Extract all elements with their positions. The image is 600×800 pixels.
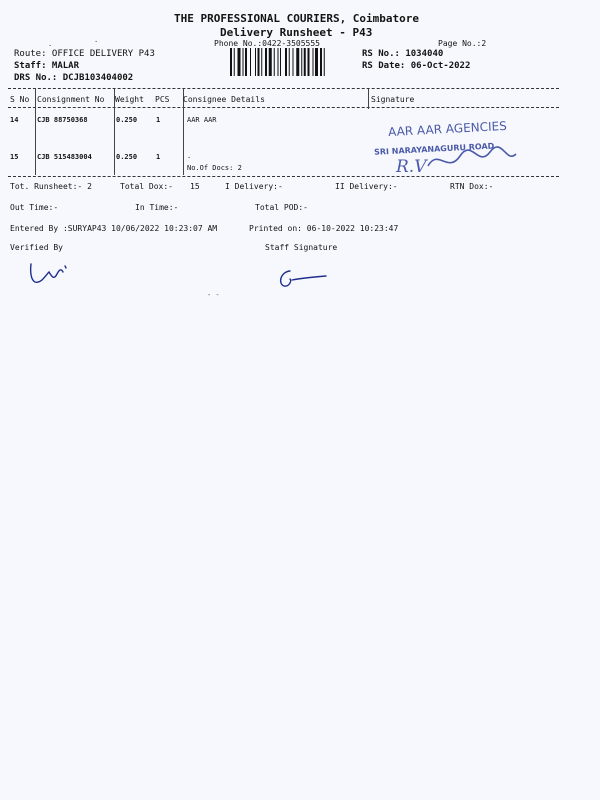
column-divider [35,89,36,175]
rtn-dox: RTN Dox:- [450,182,494,191]
barcode-bar [315,48,318,76]
column-divider [368,89,369,109]
route-label: Route: OFFICE DELIVERY P43 [14,49,155,59]
drs-number: DRS No.: DCJB103404002 [14,73,134,83]
barcode-bar [274,48,275,76]
agency-stamp [366,108,566,178]
row-pcs: 1 [156,153,161,161]
barcode-bar [243,48,244,76]
barcode-bar [230,48,232,76]
total-dox-label: Total Dox:- [120,182,173,191]
row-pcs: 1 [156,116,161,124]
header-sno: S No [10,95,30,104]
header-weight: Weight [115,95,144,104]
phone-number: Phone No.:0422-3505555 [214,39,320,48]
header-signature: Signature [371,95,415,104]
barcode-bar [280,48,281,76]
barcode-bar [304,48,306,76]
scan-speck: . [94,36,99,44]
company-name: THE PROFESSIONAL COURIERS, Coimbatore [174,12,420,25]
barcode-bar [289,48,290,76]
first-delivery: I Delivery:- [225,182,283,191]
barcode-bar [261,48,262,76]
row-consignment: CJB 88750368 [37,116,88,124]
barcode-bar [265,48,267,76]
header-pcs: PCS [155,95,170,104]
page-number: Page No.:2 [438,39,487,48]
barcode-bar [301,48,302,76]
scan-speck: . [48,40,53,48]
barcode-bar [250,48,251,76]
scan-speck: - - [207,291,220,299]
total-pod: Total POD:- [255,203,308,212]
document-title: Delivery Runsheet - P43 [220,26,373,39]
barcode-bar [255,48,256,76]
barcode-bar [324,48,325,76]
barcode-bar [258,48,260,76]
barcode-bar [293,48,294,76]
barcode-bar [278,48,279,76]
in-time: In Time:- [135,203,179,212]
row-consignee: . [187,152,192,160]
barcode [230,48,356,76]
staff-label: Staff: MALAR [14,61,80,71]
row-doc-count: No.Of Docs: 2 [187,164,242,172]
header-consignee-details: Consignee Details [183,95,265,104]
printed-on: Printed on: 06-10-2022 10:23:47 [249,224,399,233]
stamp-agency-name: AAR AAR AGENCIES [387,118,508,140]
row-consignment: CJB 515483004 [37,153,92,161]
row-sno: 14 [10,116,19,124]
barcode-bar [238,48,241,76]
row-sno: 15 [10,153,19,161]
out-time: Out Time:- [10,203,59,212]
barcode-bar [245,48,247,76]
total-runsheet: Tot. Runsheet:- 2 [10,182,92,191]
rs-date: RS Date: 06-Oct-2022 [362,61,471,71]
barcode-bar [285,48,287,76]
barcode-bar [308,48,310,76]
row-weight: 0.250 [116,153,138,161]
row-weight: 0.250 [116,116,138,124]
barcode-bar [296,48,299,76]
barcode-bar [234,48,235,76]
barcode-bar [320,48,322,76]
stamp-address: SRI NARAYANAGURU ROAD [373,141,495,157]
stamp-initials: R.V [396,157,427,177]
total-dox-value: 15 [190,182,200,191]
verified-by-label: Verified By [10,243,63,252]
staff-signature-label: Staff Signature [265,243,338,252]
barcode-bar [313,48,314,76]
verifier-signature [25,258,75,286]
header-consignment: Consignment No [37,95,105,104]
barcode-bar [269,48,272,76]
table-top-rule [8,88,559,89]
second-delivery: II Delivery:- [335,182,398,191]
entered-by: Entered By :SURYAP43 10/06/2022 10:23:07 AM [10,224,218,233]
staff-signature [272,266,332,290]
row-consignee: AAR AAR [187,116,217,124]
rs-number: RS No.: 1034040 [362,49,444,59]
